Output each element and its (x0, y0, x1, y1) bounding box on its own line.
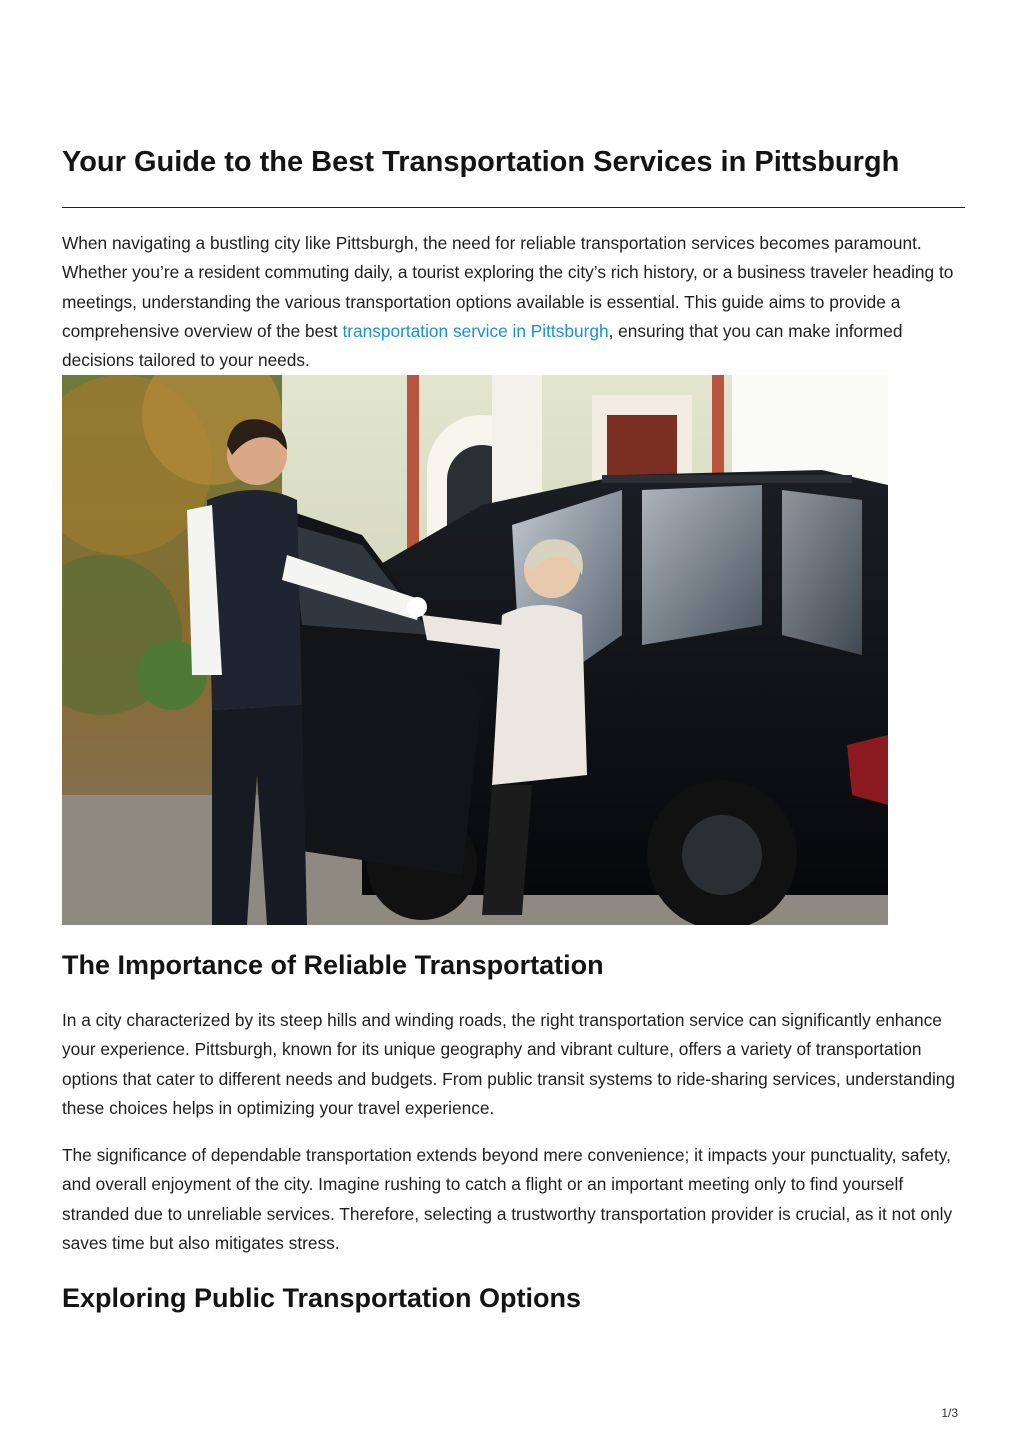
section-paragraph: The significance of dependable transportation extends beyond mere convenience; it impacts your punctuality, safety, and overall enjoyment of the city. Imagine rushing to catch a flight or an important meeting only to find yourself stranded due to unreliable services. Therefore, selecting a trustworthy transportation provider is crucial, as it not only saves time but also mitigates stress. (62, 1145, 953, 1253)
transportation-service-link[interactable]: transportation service in Pittsburgh (342, 320, 609, 341)
section-heading: Exploring Public Transportation Options (62, 1283, 582, 1313)
article-title: Your Guide to the Best Transportation Services in Pittsburgh (62, 146, 900, 178)
hero-photo (62, 375, 888, 925)
section-paragraph: In a city characterized by its steep hills and winding roads, the right transportation service can significantly enhance your experience. Pittsburgh, known for its unique geography and vibrant culture, offers a variety of transportation options that cater to different needs and budgets. From public transit systems to ride-sharing services, understanding these choices helps in optimizing your travel experience. (62, 1010, 956, 1118)
intro-text-start: When navigating a bustling city like Pittsburgh, the need for reliable transportation services becomes paramount. Whether you’re a resident commuting daily, a tourist exploring the city’s rich history, or a business traveler heading to meetings, understanding the various transportation options available is essential. This guide aims to provide a comprehensive overview of the best (62, 233, 954, 341)
intro-text-end: , ensuring that you can make informed decisions tailored to your needs. (62, 320, 903, 371)
photo-chauffeur-opening-car-door-icon (62, 375, 888, 925)
page-number: 1/3 (941, 1406, 958, 1420)
section-heading: The Importance of Reliable Transportation (62, 950, 604, 980)
intro-paragraph (62, 229, 965, 375)
title-divider (62, 207, 965, 208)
